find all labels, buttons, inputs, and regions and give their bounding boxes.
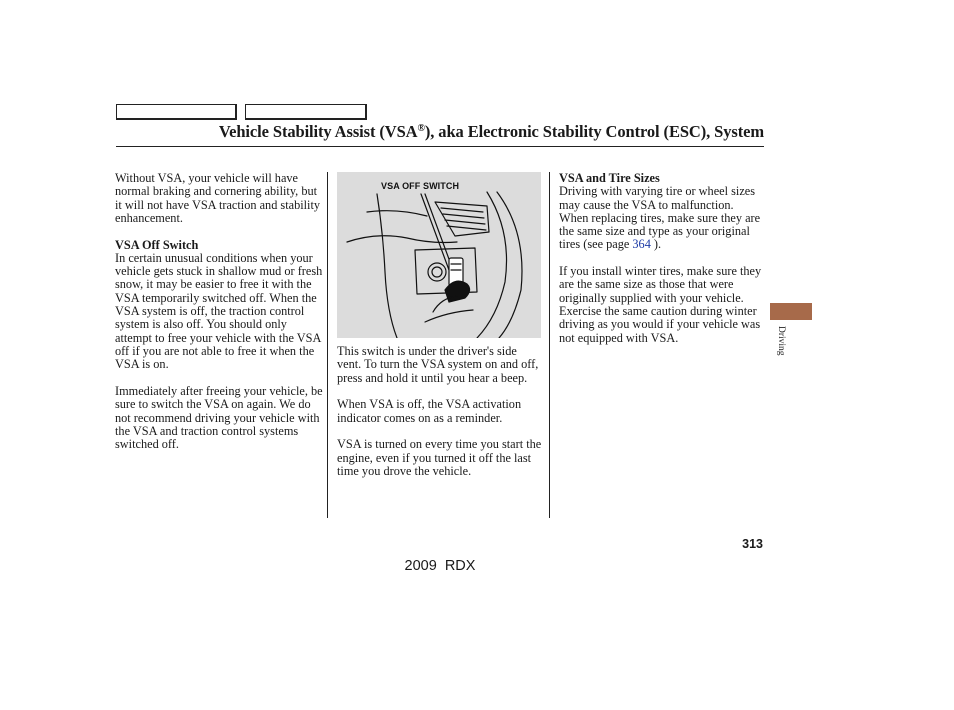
indicator-paragraph: When VSA is off, the VSA activation indicator comes on as a reminder. bbox=[337, 397, 522, 425]
title-text-main: Vehicle Stability Assist (VSA bbox=[218, 122, 418, 141]
winter-tires-paragraph: If you install winter tires, make sure they are the same size as those that were originally supplied with your vehicle. Exercise the same caution during winter driving as you would if your vehicle was not equipped with VSA. bbox=[559, 264, 762, 345]
section-label-driving: Driving bbox=[776, 326, 786, 356]
nav-forward-button[interactable] bbox=[245, 104, 367, 120]
column-divider bbox=[327, 172, 328, 518]
engine-start-paragraph: VSA is turned on every time you start the engine, even if you turned it off the last time you drove the vehicle. bbox=[337, 437, 542, 478]
text-column-3 bbox=[559, 172, 763, 358]
vsa-off-switch-heading: VSA Off Switch bbox=[115, 237, 199, 252]
footer-model: 2009 RDX bbox=[404, 558, 476, 574]
page-number: 313 bbox=[742, 537, 763, 551]
section-tab-marker[interactable] bbox=[770, 303, 812, 320]
page-title bbox=[116, 121, 764, 143]
figure-caption: VSA OFF SWITCH bbox=[381, 181, 460, 191]
switch-location-paragraph: This switch is under the driver's side vent. To turn the VSA system on and off, press and hold it until you hear a beep. bbox=[337, 344, 539, 385]
page-364-link[interactable]: 364 bbox=[632, 237, 651, 252]
freeing-vehicle-paragraph: Immediately after freeing your vehicle, be sure to switch the VSA on again. We do not recommend driving your vehicle with the VSA and traction control systems switched off. bbox=[115, 383, 323, 452]
title-text-rest: ), aka Electronic Stability Control (ESC), System bbox=[424, 122, 764, 141]
text-column-2 bbox=[337, 345, 543, 492]
tire-sizes-heading: VSA and Tire Sizes bbox=[559, 171, 660, 185]
title-divider bbox=[116, 146, 764, 147]
intro-paragraph: Without VSA, your vehicle will have normal braking and cornering ability, but it will not have VSA traction and stability enhancement. bbox=[115, 171, 321, 225]
text-column-1 bbox=[115, 172, 325, 465]
title-registered-mark: ® bbox=[417, 123, 425, 134]
nav-back-button[interactable] bbox=[116, 104, 237, 120]
tire-sizes-text-end: ). bbox=[650, 237, 662, 252]
column-divider bbox=[549, 172, 550, 518]
vsa-off-paragraph: In certain unusual conditions when your vehicle gets stuck in shallow mud or fresh snow, it may be easier to free it with the VSA temporarily switched off. When the VSA system is off, the traction control system is also off. You should only attempt to free your vehicle with the VSA off if you are not able to free it when the VSA is on. bbox=[115, 250, 323, 372]
tire-sizes-text: Driving with varying tire or wheel sizes may cause the VSA to malfunction. When replacing tires, make sure they are the same size and type as your original tires (see page bbox=[559, 184, 761, 252]
vsa-off-switch-illustration bbox=[337, 172, 541, 338]
dashboard-drawing-icon bbox=[337, 172, 541, 338]
tire-sizes-paragraph bbox=[559, 185, 763, 251]
